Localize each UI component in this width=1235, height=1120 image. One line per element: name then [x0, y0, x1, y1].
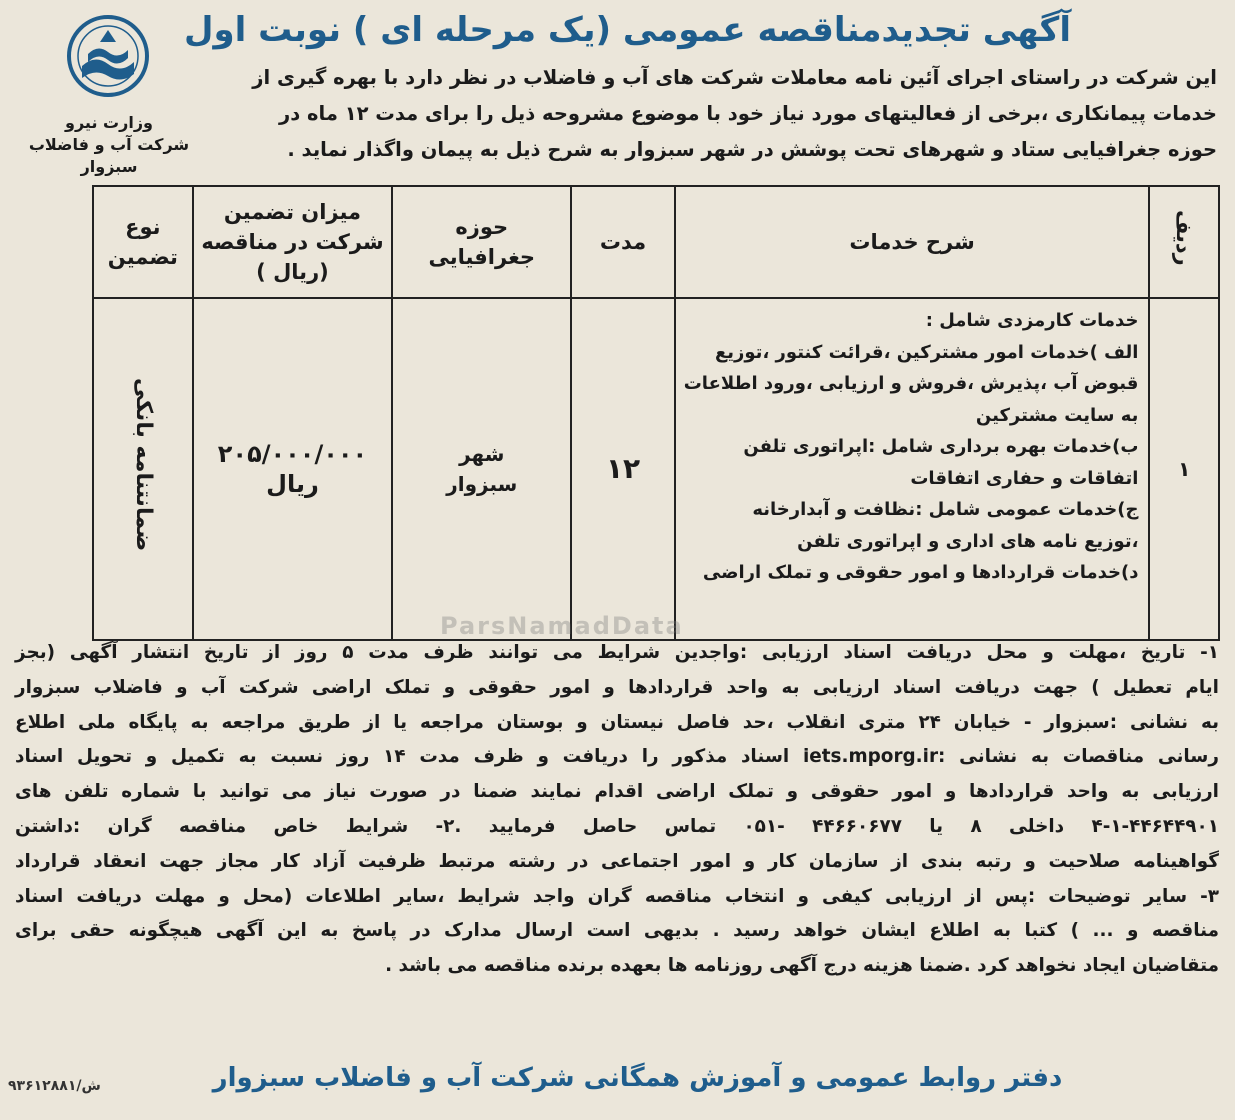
header-duration: مدت — [571, 186, 674, 298]
intro-paragraph — [217, 60, 1217, 168]
ad-code: ۹۳۶۱۲۸۸۱/ش — [8, 1078, 101, 1094]
table-header-row — [93, 186, 1219, 298]
header-geographic-area: حوزه جغرافیایی — [392, 186, 571, 298]
ad-title: آگهی تجدیدمناقصه عمومی (یک مرحله ای ) نوبت اول — [184, 10, 1071, 50]
intro-line: خدمات پیمانکاری ،برخی از فعالیتهای مورد نیاز خود با موضوع مشروحه ذیل را برای مدت ۱۲ ماه در — [278, 102, 1217, 125]
table-row — [93, 298, 1219, 640]
note-line: ایام تعطیل ) جهت دریافت اسناد ارزیابی به واحد قراردادها و امور حقوقی و تملک اراضی شرکت آب و فاضلاب سبزوار — [15, 676, 1219, 698]
note-line: ارزیابی به واحد قراردادها و امور حقوقی و تملک اراضی اقدام نمایند ضمنا در صورت نیاز می توانید با شماره تلفن های — [15, 781, 1219, 803]
services-table — [92, 185, 1220, 641]
note-line: ۴-۱-۴۴۶۴۴۹۰۱ داخلی ۸ یا ۴۴۶۶۰۶۷۷ -۰۵۱ تماس حاصل فرمایید .۲- شرایط خاص مناقصه گران :داشتن — [15, 815, 1219, 837]
water-company-logo-icon — [66, 14, 150, 98]
note-line: ۳- سایر توضیحات :پس از ارزیابی کیفی و انتخاب مناقصه گران واجد شرایط ،سایر اطلاعات (محل و مهلت دریافت اسناد — [15, 885, 1219, 907]
note-line: به نشانی :سبزوار - خیابان ۲۴ متری انقلاب ،حد فاصل نیستان و بوستان مراجعه یا از طریق مراجعه به پایگاه ملی اطلاع — [15, 711, 1220, 733]
header-row-number: ردیف — [1149, 186, 1219, 298]
note-line: رسانی مناقصات به نشانی :iets.mporg.ir اسناد مذکور را دریافت و ظرف مدت ۱۴ روز نسبت به تکمیل و تحویل اسناد — [15, 746, 1219, 768]
header-guarantee-amount: میزان تضمین شرکت در مناقصه (ریال ) — [193, 186, 392, 298]
publisher-signature: دفتر روابط عمومی و آموزش همگانی شرکت آب و فاضلاب سبزوار — [212, 1063, 1063, 1093]
guarantee-type-value: ضمانتنامه بانکی — [93, 298, 193, 640]
watermark: ParsNamadData — [440, 612, 684, 640]
note-line: متقاضیان ایجاد نخواهد کرد .ضمنا هزینه درج آگهی روزنامه ها بعهده برنده مناقصه می باشد . — [385, 955, 1219, 977]
ministry-name: وزارت نیرو — [65, 113, 153, 132]
guarantee-amount-value: ۲۰۵/۰۰۰/۰۰۰ ریال — [193, 298, 392, 640]
conditions-notes — [15, 636, 1219, 984]
row-number: ۱ — [1149, 298, 1219, 640]
header-description: شرح خدمات — [675, 186, 1150, 298]
intro-line: این شرکت در راستای اجرای آئین نامه معاملات شرکت های آب و فاضلاب در نظر دارد با بهره گیری از — [252, 66, 1217, 89]
note-line: ۱- تاریخ ،مهلت و محل دریافت اسناد ارزیابی :واجدین شرایط می توانند ظرف مدت ۵ روز از تاریخ انتشار آگهی (بجز — [15, 642, 1219, 663]
note-line: مناقصه و ... ) کتبا به اطلاع ایشان خواهد رسید . بدیهی است ارسال مدارک در پاسخ به این آگهی هیچگونه حقی برای — [15, 920, 1219, 942]
duration-value: ۱۲ — [571, 298, 674, 640]
geographic-area-value: شهر سبزوار — [392, 298, 571, 640]
note-line: گواهینامه صلاحیت و رتبه بندی از سازمان کار و امور اجتماعی در رشته مرتبط ظرفیت آزاد کار مجاز جهت انعقاد قرارداد — [15, 850, 1219, 872]
service-description: خدمات کارمزدی شامل : الف )خدمات امور مشترکین ،قرائت کنتور ،توزیع قبوض آب ،پذیرش ،فروش و ارزیابی ،ورود اطلاعات به سایت مشترکین ب)خدمات بهره برداری شامل :اپراتوری تلفن اتفاقات و حفاری اتفاقات ج)خدمات عمومی شامل :نظافت و آبدارخانه ،توزیع نامه های اداری و اپراتوری تلفن د)خدمات قراردادها و امور حقوقی و تملک اراضی — [675, 298, 1150, 640]
company-name: شرکت آب و فاضلاب سبزوار — [28, 135, 190, 176]
ministry-block — [14, 112, 204, 178]
header-guarantee-type: نوع تضمین — [93, 186, 193, 298]
intro-line: حوزه جغرافیایی ستاد و شهرهای تحت پوشش در شهر سبزوار به شرح ذیل به پیمان واگذار نماید . — [287, 138, 1217, 161]
